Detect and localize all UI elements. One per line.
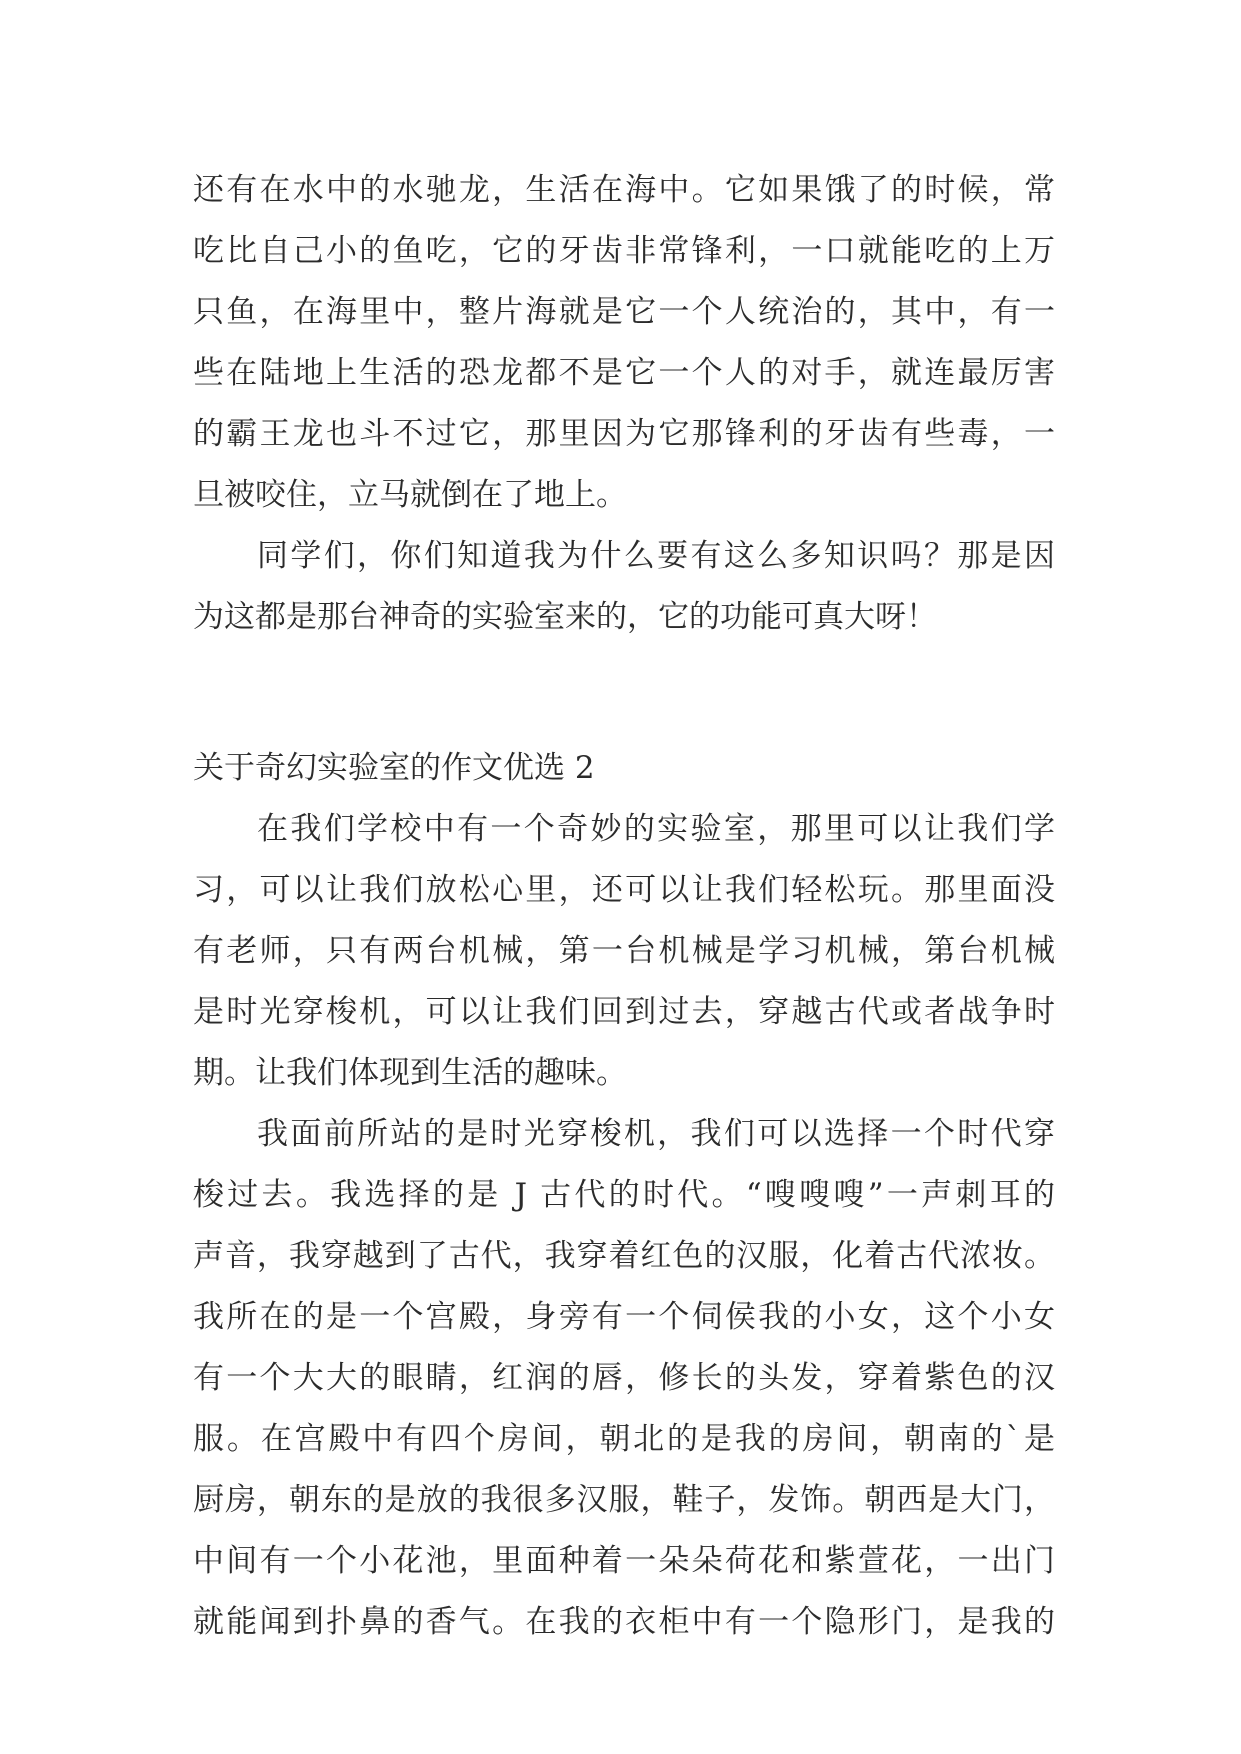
paragraph-time-machine [193,1104,1055,1653]
text-line: 厨房，朝东的是放的我很多汉服，鞋子，发饰。朝西是大门， [193,1482,1055,1518]
text-line: 为这都是那台神奇的实验室来的，它的功能可真大呀！ [193,599,937,635]
text-line: 习，可以让我们放松心里，还可以让我们轻松玩。那里面没 [193,872,1055,908]
text-line: 有一个大大的眼睛，红润的唇，修长的头发，穿着紫色的汉 [193,1360,1055,1396]
text-line: 是时光穿梭机，可以让我们回到过去，穿越古代或者战争时 [193,994,1055,1030]
text-line: 声音，我穿越到了古代，我穿着红色的汉服，化着古代浓妆。 [193,1238,1055,1274]
paragraph-lab-intro [193,799,1055,1104]
text-line: 期。让我们体现到生活的趣味。 [193,1055,627,1091]
section-title: 关于奇幻实验室的作文优选 2 [193,750,595,786]
text-line: 在我们学校中有一个奇妙的实验室，那里可以让我们学 [257,811,1055,847]
text-line: 的霸王龙也斗不过它，那里因为它那锋利的牙齿有些毒，一 [193,416,1055,452]
text-line: 我所在的是一个宫殿，身旁有一个伺侯我的小女，这个小女 [193,1299,1055,1335]
text-line: 些在陆地上生活的恐龙都不是它一个人的对手，就连最厉害 [193,355,1055,391]
text-line: 梭过去。我选择的是 J 古代的时代。“嗖嗖嗖”一声刺耳的 [193,1177,1055,1213]
text-line: 还有在水中的水驰龙，生活在海中。它如果饿了的时候，常 [193,172,1055,208]
text-line: 旦被咬住，立马就倒在了地上。 [193,477,627,513]
text-line: 同学们，你们知道我为什么要有这么多知识吗？那是因 [257,538,1055,574]
text-line: 就能闻到扑鼻的香气。在我的衣柜中有一个隐形门，是我的 [193,1604,1055,1640]
text-line: 服。在宫殿中有四个房间，朝北的是我的房间，朝南的`是 [193,1421,1055,1457]
paragraph-classmates [193,526,1055,648]
document-body [193,160,1055,1653]
text-line: 只鱼，在海里中，整片海就是它一个人统治的，其中，有一 [193,294,1055,330]
paragraph-continuation [193,160,1055,526]
text-line: 中间有一个小花池，里面种着一朵朵荷花和紫萱花，一出门 [193,1543,1055,1579]
text-line: 我面前所站的是时光穿梭机，我们可以选择一个时代穿 [257,1116,1055,1152]
text-line: 吃比自己小的鱼吃，它的牙齿非常锋利，一口就能吃的上万 [193,233,1055,269]
text-line: 有老师，只有两台机械，第一台机械是学习机械，第台机械 [193,933,1055,969]
section-spacer [193,648,1055,738]
